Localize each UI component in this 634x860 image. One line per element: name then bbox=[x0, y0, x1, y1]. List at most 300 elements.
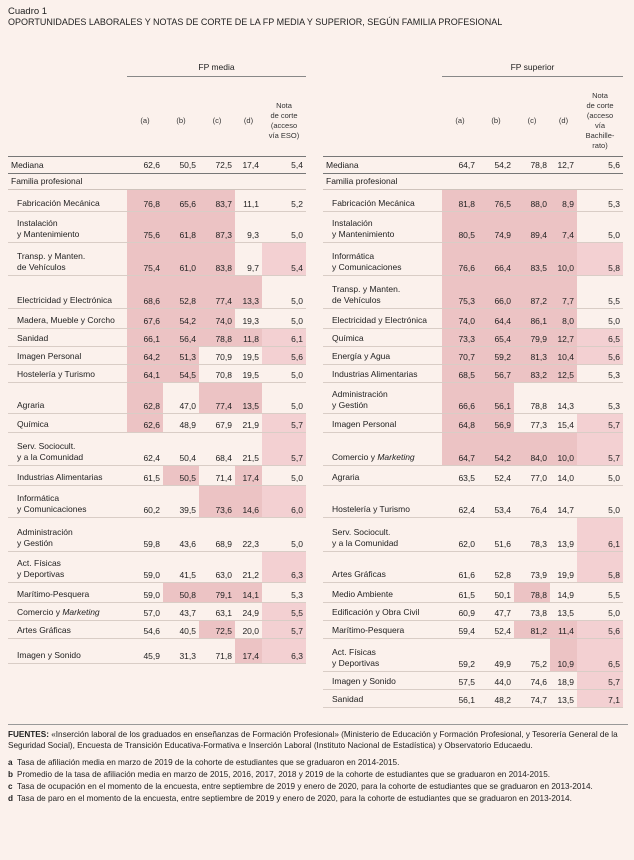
cell-value: 56,4 bbox=[163, 329, 199, 347]
cell-value: 13,3 bbox=[235, 276, 262, 309]
cell-value: 84,0 bbox=[514, 433, 550, 466]
median-row bbox=[8, 157, 306, 174]
caption-title: OPORTUNIDADES LABORALES Y NOTAS DE CORTE DE LA FP MEDIA Y SUPERIOR, SEGÚN FAMILIA PROFESIONAL bbox=[8, 17, 503, 27]
nota-header: Nota de corte (acceso vía ESO) bbox=[268, 101, 300, 140]
row-label: Química bbox=[8, 414, 127, 433]
row-label: Informática y Comunicaciones bbox=[8, 486, 127, 518]
row-label: Medio Ambiente bbox=[323, 583, 442, 603]
row-label: Electricidad y Electrónica bbox=[8, 276, 127, 309]
column-header: (b) bbox=[176, 116, 186, 125]
caption-label: Cuadro 1 bbox=[8, 6, 48, 17]
table-row bbox=[8, 243, 306, 276]
cell-value: 19,3 bbox=[235, 309, 262, 329]
cell-value: 57,5 bbox=[442, 672, 478, 690]
footnote-text: Tasa de afiliación media en marzo de 2019 de la cohorte de estudiantes que se graduaron en 2014-2015. bbox=[17, 758, 400, 767]
row-label: Comercio y Marketing bbox=[8, 603, 127, 621]
cell-value: 71,4 bbox=[199, 466, 235, 486]
cell-value: 75,2 bbox=[514, 639, 550, 672]
sources-lead: FUENTES: bbox=[8, 730, 49, 739]
cell-value: 10,4 bbox=[550, 347, 577, 365]
table-row bbox=[8, 212, 306, 243]
cell-value: 67,6 bbox=[127, 309, 163, 329]
table-row bbox=[323, 552, 623, 583]
cell-value: 12,7 bbox=[550, 157, 577, 174]
cell-value: 77,4 bbox=[199, 276, 235, 309]
cell-value: 88,0 bbox=[514, 190, 550, 212]
row-label: Sanidad bbox=[323, 690, 442, 708]
cell-value: 64,1 bbox=[127, 365, 163, 383]
cell-value: 59,0 bbox=[127, 583, 163, 603]
cell-value: 61,5 bbox=[127, 466, 163, 486]
cell-value: 5,7 bbox=[262, 433, 306, 466]
cell-value: 13,9 bbox=[550, 518, 577, 552]
cell-value: 78,8 bbox=[199, 329, 235, 347]
cell-value: 5,3 bbox=[262, 583, 306, 603]
footnote-text: Tasa de paro en el momento de la encuesta, entre septiembre de 2019 y enero de 2020, para la cohorte de estudiantes que se graduaron en 2013-2014. bbox=[17, 794, 572, 803]
cell-value: 21,5 bbox=[235, 433, 262, 466]
cell-value: 19,9 bbox=[550, 552, 577, 583]
cell-value: 79,9 bbox=[514, 329, 550, 347]
cell-value: 12,5 bbox=[550, 365, 577, 383]
row-label: Transp. y Manten. de Vehículos bbox=[323, 276, 442, 309]
column-header: (d) bbox=[243, 116, 254, 125]
cell-value: 7,4 bbox=[550, 212, 577, 243]
cell-value: 81,3 bbox=[514, 347, 550, 365]
table-row bbox=[8, 309, 306, 329]
row-label: Industrias Alimentarias bbox=[323, 365, 442, 383]
column-header: (a) bbox=[455, 116, 465, 125]
sources-text bbox=[8, 729, 628, 751]
table-row bbox=[323, 518, 623, 552]
row-label: Act. Físicas y Deportivas bbox=[8, 552, 127, 583]
cell-value: 21,9 bbox=[235, 414, 262, 433]
cell-value: 73,8 bbox=[514, 603, 550, 621]
cell-value: 8,9 bbox=[550, 190, 577, 212]
cell-value: 5,5 bbox=[577, 276, 623, 309]
cell-value: 83,8 bbox=[199, 243, 235, 276]
cell-value: 45,9 bbox=[127, 639, 163, 664]
table-row bbox=[323, 603, 623, 621]
row-label: Mediana bbox=[8, 157, 127, 174]
table-row bbox=[323, 347, 623, 365]
cell-value: 50,5 bbox=[163, 157, 199, 174]
cell-value: 77,4 bbox=[199, 383, 235, 414]
table-row bbox=[8, 365, 306, 383]
cell-value: 71,8 bbox=[199, 639, 235, 664]
cell-value: 50,4 bbox=[163, 433, 199, 466]
cell-value: 63,5 bbox=[442, 466, 478, 486]
cell-value: 56,9 bbox=[478, 414, 514, 433]
cell-value: 76,6 bbox=[442, 243, 478, 276]
table-row bbox=[323, 621, 623, 639]
cell-value: 5,7 bbox=[577, 433, 623, 466]
familia-row bbox=[323, 174, 623, 190]
cell-value: 78,8 bbox=[514, 157, 550, 174]
notes-list bbox=[8, 757, 628, 804]
cell-value: 52,4 bbox=[478, 621, 514, 639]
cell-value: 6,0 bbox=[262, 486, 306, 518]
cell-value: 10,0 bbox=[550, 243, 577, 276]
cell-value: 5,0 bbox=[262, 276, 306, 309]
group-title: FP media bbox=[127, 62, 306, 77]
row-label: Imagen y Sonido bbox=[323, 672, 442, 690]
cell-value: 50,5 bbox=[163, 466, 199, 486]
cell-value: 8,0 bbox=[550, 309, 577, 329]
table-row bbox=[323, 414, 623, 433]
table-row bbox=[323, 309, 623, 329]
table-row bbox=[323, 486, 623, 518]
cell-value: 64,7 bbox=[442, 157, 478, 174]
table-row bbox=[8, 466, 306, 486]
cell-value: 49,9 bbox=[478, 639, 514, 672]
table-row bbox=[323, 383, 623, 414]
cell-value: 43,7 bbox=[163, 603, 199, 621]
cell-value: 75,3 bbox=[442, 276, 478, 309]
cell-value: 63,1 bbox=[199, 603, 235, 621]
cell-value: 51,3 bbox=[163, 347, 199, 365]
cell-value: 11,1 bbox=[235, 190, 262, 212]
cell-value: 6,1 bbox=[577, 518, 623, 552]
cell-value: 31,3 bbox=[163, 639, 199, 664]
cell-value: 6,3 bbox=[262, 552, 306, 583]
cell-value: 53,4 bbox=[478, 486, 514, 518]
cell-value: 43,6 bbox=[163, 518, 199, 552]
cell-value: 59,0 bbox=[127, 552, 163, 583]
cell-value: 54,2 bbox=[478, 433, 514, 466]
cell-value: 76,4 bbox=[514, 486, 550, 518]
table-row bbox=[8, 383, 306, 414]
row-label: Transp. y Manten. de Vehículos bbox=[8, 243, 127, 276]
cell-value: 5,6 bbox=[262, 347, 306, 365]
cell-value: 52,8 bbox=[163, 276, 199, 309]
cell-value: 75,6 bbox=[127, 212, 163, 243]
cell-value: 6,5 bbox=[577, 329, 623, 347]
cell-value: 60,2 bbox=[127, 486, 163, 518]
cell-value: 60,9 bbox=[442, 603, 478, 621]
cell-value: 6,1 bbox=[262, 329, 306, 347]
cell-value: 44,0 bbox=[478, 672, 514, 690]
table-row bbox=[8, 190, 306, 212]
cell-value: 57,0 bbox=[127, 603, 163, 621]
row-label: Fabricación Mecánica bbox=[323, 190, 442, 212]
cell-value: 5,7 bbox=[262, 621, 306, 639]
footnote-key: c bbox=[8, 782, 13, 791]
cell-value: 63,0 bbox=[199, 552, 235, 583]
cell-value: 5,5 bbox=[577, 583, 623, 603]
cell-value: 5,0 bbox=[577, 309, 623, 329]
footnote-text: Promedio de la tasa de afiliación media en marzo de 2015, 2016, 2017, 2018 y 2019 de la cohorte de estudiantes que se graduaron en 2014-2015. bbox=[17, 770, 551, 779]
familia-row bbox=[8, 174, 306, 190]
row-label: Serv. Sociocult. y a la Comunidad bbox=[323, 518, 442, 552]
table-row bbox=[323, 212, 623, 243]
cell-value: 87,2 bbox=[514, 276, 550, 309]
cell-value: 18,9 bbox=[550, 672, 577, 690]
cell-value: 72,5 bbox=[199, 621, 235, 639]
footnote bbox=[8, 769, 628, 780]
cell-value: 17,4 bbox=[235, 466, 262, 486]
cell-value: 19,5 bbox=[235, 365, 262, 383]
group-title: FP superior bbox=[442, 62, 623, 77]
row-label: Marítimo-Pesquera bbox=[8, 583, 127, 603]
cell-value: 74,6 bbox=[514, 672, 550, 690]
table-row bbox=[323, 243, 623, 276]
row-label: Artes Gráficas bbox=[323, 552, 442, 583]
cell-value: 5,2 bbox=[262, 190, 306, 212]
column-header: (c) bbox=[212, 116, 222, 125]
cell-value: 83,5 bbox=[514, 243, 550, 276]
cell-value: 12,7 bbox=[550, 329, 577, 347]
cell-value: 5,0 bbox=[577, 603, 623, 621]
cell-value: 64,4 bbox=[478, 309, 514, 329]
cell-value: 51,6 bbox=[478, 518, 514, 552]
cell-value: 70,7 bbox=[442, 347, 478, 365]
data-table bbox=[323, 156, 623, 708]
cell-value: 6,5 bbox=[577, 639, 623, 672]
cell-value: 47,0 bbox=[163, 383, 199, 414]
cell-value: 66,6 bbox=[442, 383, 478, 414]
table-row bbox=[8, 433, 306, 466]
row-label: Industrias Alimentarias bbox=[8, 466, 127, 486]
table-row bbox=[323, 672, 623, 690]
row-label: Imagen y Sonido bbox=[8, 639, 127, 664]
row-label: Química bbox=[323, 329, 442, 347]
cell-value: 76,8 bbox=[127, 190, 163, 212]
cell-value: 70,9 bbox=[199, 347, 235, 365]
cell-value: 5,0 bbox=[262, 466, 306, 486]
cell-value: 19,5 bbox=[235, 347, 262, 365]
cell-value: 41,5 bbox=[163, 552, 199, 583]
cell-value: 59,4 bbox=[442, 621, 478, 639]
cell-value: 5,0 bbox=[262, 365, 306, 383]
table-row bbox=[8, 639, 306, 664]
cell-value: 7,7 bbox=[550, 276, 577, 309]
row-label: Mediana bbox=[323, 157, 442, 174]
cell-value: 72,5 bbox=[199, 157, 235, 174]
cell-value: 15,4 bbox=[550, 414, 577, 433]
row-label: Instalación y Mantenimiento bbox=[323, 212, 442, 243]
table-row bbox=[8, 276, 306, 309]
row-label: Agraria bbox=[8, 383, 127, 414]
cell-value: 64,8 bbox=[442, 414, 478, 433]
cell-value: 52,4 bbox=[478, 466, 514, 486]
cell-value: 83,2 bbox=[514, 365, 550, 383]
column-header: (a) bbox=[140, 116, 150, 125]
cell-value: 62,8 bbox=[127, 383, 163, 414]
cell-value: 81,8 bbox=[442, 190, 478, 212]
cell-value: 62,6 bbox=[127, 157, 163, 174]
cell-value: 83,7 bbox=[199, 190, 235, 212]
row-label: Hostelería y Turismo bbox=[323, 486, 442, 518]
cell-value: 64,7 bbox=[442, 433, 478, 466]
cell-value: 5,0 bbox=[577, 466, 623, 486]
cell-value: 14,6 bbox=[235, 486, 262, 518]
cell-value: 10,0 bbox=[550, 433, 577, 466]
row-label: Administración y Gestión bbox=[323, 383, 442, 414]
cell-value: 10,9 bbox=[550, 639, 577, 672]
cell-value: 74,0 bbox=[442, 309, 478, 329]
nota-header: Nota de corte (acceso vía Bachille- rato) bbox=[585, 91, 615, 150]
cell-value: 56,1 bbox=[442, 690, 478, 708]
cell-value: 5,6 bbox=[577, 347, 623, 365]
cell-value: 5,8 bbox=[577, 552, 623, 583]
table-caption bbox=[8, 6, 502, 28]
cell-value: 74,9 bbox=[478, 212, 514, 243]
cell-value: 11,4 bbox=[550, 621, 577, 639]
cell-value: 79,1 bbox=[199, 583, 235, 603]
cell-value: 5,7 bbox=[262, 414, 306, 433]
cell-value: 7,1 bbox=[577, 690, 623, 708]
table-row bbox=[8, 329, 306, 347]
cell-value: 75,4 bbox=[127, 243, 163, 276]
cell-value: 66,1 bbox=[127, 329, 163, 347]
cell-value: 59,2 bbox=[478, 347, 514, 365]
footnote-key: d bbox=[8, 794, 14, 803]
cell-value: 78,8 bbox=[514, 383, 550, 414]
cell-value: 20,0 bbox=[235, 621, 262, 639]
cell-value: 59,8 bbox=[127, 518, 163, 552]
footnote bbox=[8, 793, 628, 804]
cell-value: 5,8 bbox=[577, 243, 623, 276]
cell-value: 5,0 bbox=[577, 486, 623, 518]
row-label: Act. Físicas y Deportivas bbox=[323, 639, 442, 672]
table-row bbox=[323, 276, 623, 309]
cell-value: 54,2 bbox=[163, 309, 199, 329]
table-row bbox=[8, 518, 306, 552]
footnote bbox=[8, 757, 628, 768]
table-row bbox=[323, 583, 623, 603]
cell-value: 68,6 bbox=[127, 276, 163, 309]
section-label: Familia profesional bbox=[323, 174, 623, 190]
table-row bbox=[323, 690, 623, 708]
cell-value: 47,7 bbox=[478, 603, 514, 621]
data-table bbox=[8, 156, 306, 664]
table-row bbox=[8, 583, 306, 603]
cell-value: 54,2 bbox=[478, 157, 514, 174]
cell-value: 74,7 bbox=[514, 690, 550, 708]
cell-value: 68,5 bbox=[442, 365, 478, 383]
cell-value: 39,5 bbox=[163, 486, 199, 518]
cell-value: 81,2 bbox=[514, 621, 550, 639]
cell-value: 13,5 bbox=[550, 603, 577, 621]
cell-value: 64,2 bbox=[127, 347, 163, 365]
cell-value: 14,0 bbox=[550, 466, 577, 486]
cell-value: 78,3 bbox=[514, 518, 550, 552]
footnote-key: a bbox=[8, 758, 13, 767]
cell-value: 77,0 bbox=[514, 466, 550, 486]
cell-value: 5,6 bbox=[577, 157, 623, 174]
sources-body: «Inserción laboral de los graduados en enseñanzas de Formación Profesional» (Ministerio de Educación y Formación Profesional, y Tesorería General de la Seguridad Social), Encuesta de Transición Educativa-Formativa e Inserción Laboral (Instituto Nacional de Estadística) y Observatorio Educaedu. bbox=[8, 730, 618, 750]
cell-value: 62,4 bbox=[127, 433, 163, 466]
table-row bbox=[323, 639, 623, 672]
cell-value: 62,6 bbox=[127, 414, 163, 433]
cell-value: 87,3 bbox=[199, 212, 235, 243]
cell-value: 40,5 bbox=[163, 621, 199, 639]
sources-footnotes bbox=[8, 724, 628, 805]
table-row bbox=[8, 603, 306, 621]
cell-value: 5,7 bbox=[577, 672, 623, 690]
table-row bbox=[8, 347, 306, 365]
cell-value: 67,9 bbox=[199, 414, 235, 433]
cell-value: 66,4 bbox=[478, 243, 514, 276]
cell-value: 66,0 bbox=[478, 276, 514, 309]
cell-value: 14,9 bbox=[550, 583, 577, 603]
footnote-text: Tasa de ocupación en el momento de la encuesta, entre septiembre de 2019 y enero de 2020, para la cohorte de estudiantes que se graduaron en 2013-2014. bbox=[17, 782, 593, 791]
median-row bbox=[323, 157, 623, 174]
cell-value: 5,0 bbox=[577, 212, 623, 243]
row-label: Artes Gráficas bbox=[8, 621, 127, 639]
row-label: Imagen Personal bbox=[323, 414, 442, 433]
column-header: (b) bbox=[491, 116, 501, 125]
row-label: Serv. Sociocult. y a la Comunidad bbox=[8, 433, 127, 466]
cell-value: 89,4 bbox=[514, 212, 550, 243]
cell-value: 14,1 bbox=[235, 583, 262, 603]
cell-value: 22,3 bbox=[235, 518, 262, 552]
cell-value: 86,1 bbox=[514, 309, 550, 329]
cell-value: 5,0 bbox=[262, 309, 306, 329]
table-row bbox=[323, 466, 623, 486]
cell-value: 5,5 bbox=[262, 603, 306, 621]
cell-value: 68,4 bbox=[199, 433, 235, 466]
footnote-key: b bbox=[8, 770, 14, 779]
cell-value: 21,2 bbox=[235, 552, 262, 583]
cell-value: 68,9 bbox=[199, 518, 235, 552]
cell-value: 5,3 bbox=[577, 365, 623, 383]
cell-value: 74,0 bbox=[199, 309, 235, 329]
cell-value: 54,5 bbox=[163, 365, 199, 383]
section-label: Familia profesional bbox=[8, 174, 306, 190]
cell-value: 6,3 bbox=[262, 639, 306, 664]
cell-value: 62,0 bbox=[442, 518, 478, 552]
cell-value: 5,7 bbox=[577, 414, 623, 433]
cell-value: 14,3 bbox=[550, 383, 577, 414]
row-label: Comercio y Marketing bbox=[323, 433, 442, 466]
table-row bbox=[8, 621, 306, 639]
cell-value: 5,3 bbox=[577, 190, 623, 212]
row-label: Instalación y Mantenimiento bbox=[8, 212, 127, 243]
cell-value: 61,8 bbox=[163, 212, 199, 243]
row-label: Administración y Gestión bbox=[8, 518, 127, 552]
table-row bbox=[323, 190, 623, 212]
cell-value: 48,2 bbox=[478, 690, 514, 708]
row-label: Fabricación Mecánica bbox=[8, 190, 127, 212]
cell-value: 17,4 bbox=[235, 639, 262, 664]
table-row bbox=[8, 414, 306, 433]
row-label: Hostelería y Turismo bbox=[8, 365, 127, 383]
cell-value: 62,4 bbox=[442, 486, 478, 518]
cell-value: 24,9 bbox=[235, 603, 262, 621]
row-label: Agraria bbox=[323, 466, 442, 486]
cell-value: 73,6 bbox=[199, 486, 235, 518]
cell-value: 61,5 bbox=[442, 583, 478, 603]
footnote bbox=[8, 781, 628, 792]
row-label: Edificación y Obra Civil bbox=[323, 603, 442, 621]
cell-value: 5,4 bbox=[262, 243, 306, 276]
cell-value: 13,5 bbox=[235, 383, 262, 414]
cell-value: 5,4 bbox=[262, 157, 306, 174]
table-row bbox=[323, 365, 623, 383]
table-row bbox=[323, 329, 623, 347]
row-label: Madera, Mueble y Corcho bbox=[8, 309, 127, 329]
cell-value: 50,8 bbox=[163, 583, 199, 603]
cell-value: 54,6 bbox=[127, 621, 163, 639]
cell-value: 5,0 bbox=[262, 518, 306, 552]
cell-value: 17,4 bbox=[235, 157, 262, 174]
cell-value: 14,7 bbox=[550, 486, 577, 518]
cell-value: 56,1 bbox=[478, 383, 514, 414]
row-label: Electricidad y Electrónica bbox=[323, 309, 442, 329]
cell-value: 52,8 bbox=[478, 552, 514, 583]
cell-value: 73,3 bbox=[442, 329, 478, 347]
